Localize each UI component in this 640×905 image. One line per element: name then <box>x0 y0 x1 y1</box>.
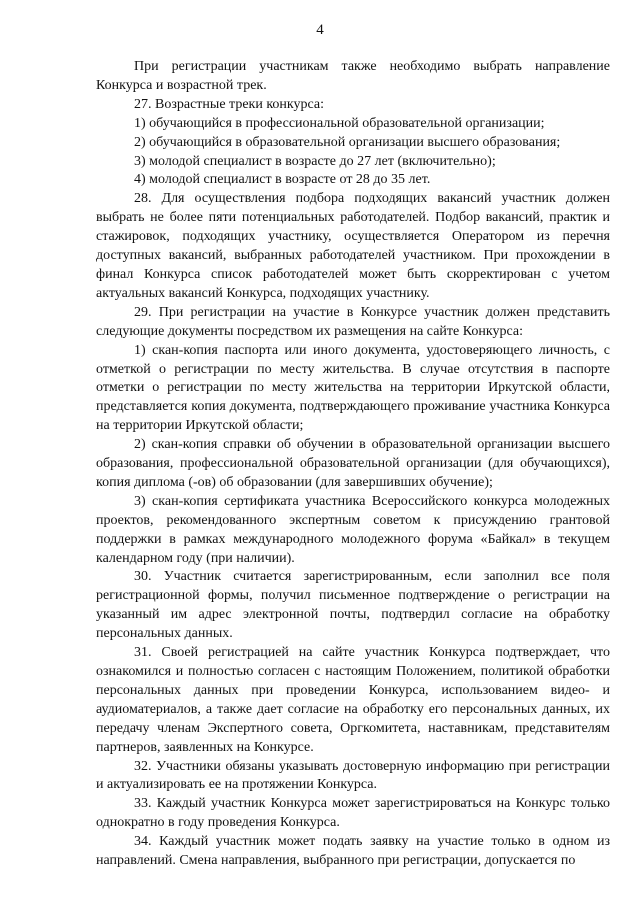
paragraph-29: 29. При регистрации на участие в Конкурсе участник должен представить следующие документы посредством их размещения на сайте Конкурса: <box>96 304 610 339</box>
list-item-27-1: 1) обучающийся в профессиональной образовательной организации; <box>134 115 545 131</box>
list-item-27-3: 3) молодой специалист в возрасте до 27 лет (включительно); <box>134 153 496 169</box>
list-item-29-3: 3) скан-копия сертификата участника Всероссийского конкурса молодежных проектов, рекомендованного экспертным советом к присуждению грантовой поддержки в рамках международного молодежного форума «Байкал» в текущем календарном году (при наличии). <box>96 493 610 566</box>
list-item-29-1: 1) скан-копия паспорта или иного документа, удостоверяющего личность, с отметкой о регистрации по месту жительства. В случае отсутствия в паспорте отметки о регистрации по месту жительства на территории Иркутской области, представляется копия документа, подтверждающего проживание участника Конкурса на территории Иркутской области; <box>96 342 610 434</box>
list-item-27-4: 4) молодой специалист в возрасте от 28 до 35 лет. <box>134 172 431 188</box>
paragraph-34: 34. Каждый участник может подать заявку на участие только в одном из направлений. Смена направления, выбранного при регистрации, допускается по <box>96 834 610 869</box>
paragraph-32: 32. Участники обязаны указывать достоверную информацию при регистрации и актуализировать ее на протяжении Конкурса. <box>96 758 610 793</box>
paragraph-33: 33. Каждый участник Конкурса может зарегистрироваться на Конкурс только однократно в году проведения Конкурса. <box>96 796 610 831</box>
paragraph-27: 27. Возрастные треки конкурса: <box>134 96 324 112</box>
document-body <box>96 58 610 871</box>
paragraph-30: 30. Участник считается зарегистрированным, если заполнил все поля регистрационной формы, получил письменное подтверждение о регистрации на указанный им адрес электронной почты, подтвердил согласие на обработку персональных данных. <box>96 569 610 642</box>
paragraph-28: 28. Для осуществления подбора подходящих вакансий участник должен выбрать не более пяти потенциальных работодателей. Подбор вакансий, практик и стажировок, подходящих участнику, осуществляется Оператором из перечня доступных вакансий, выбранных работодателей участником. При прохождении в финал Конкурса список работодателей может быть скорректирован с учетом актуальных вакансий Конкурса, подходящих участнику. <box>96 191 610 301</box>
page-number: 4 <box>316 22 324 38</box>
paragraph-intro: При регистрации участникам также необходимо выбрать направление Конкурса и возрастной трек. <box>96 59 610 93</box>
list-item-29-2: 2) скан-копия справки об обучении в образовательной организации высшего образования, профессиональной образовательной организации (для обучающихся), копия диплома (-ов) об образовании (для завершивших обучение); <box>96 437 610 490</box>
paragraph-31: 31. Своей регистрацией на сайте участник Конкурса подтверждает, что ознакомился и полностью согласен с настоящим Положением, политикой обработки персональных данных при проведении Конкурса, использованием видео- и аудиоматериалов, а также дает согласие на обработку его персональных данных, их передачу членам Экспертного совета, Оргкомитета, наставникам, представителям партнеров, заявленных на Конкурсе. <box>96 645 610 755</box>
list-item-27-2: 2) обучающийся в образовательной организации высшего образования; <box>134 134 561 150</box>
